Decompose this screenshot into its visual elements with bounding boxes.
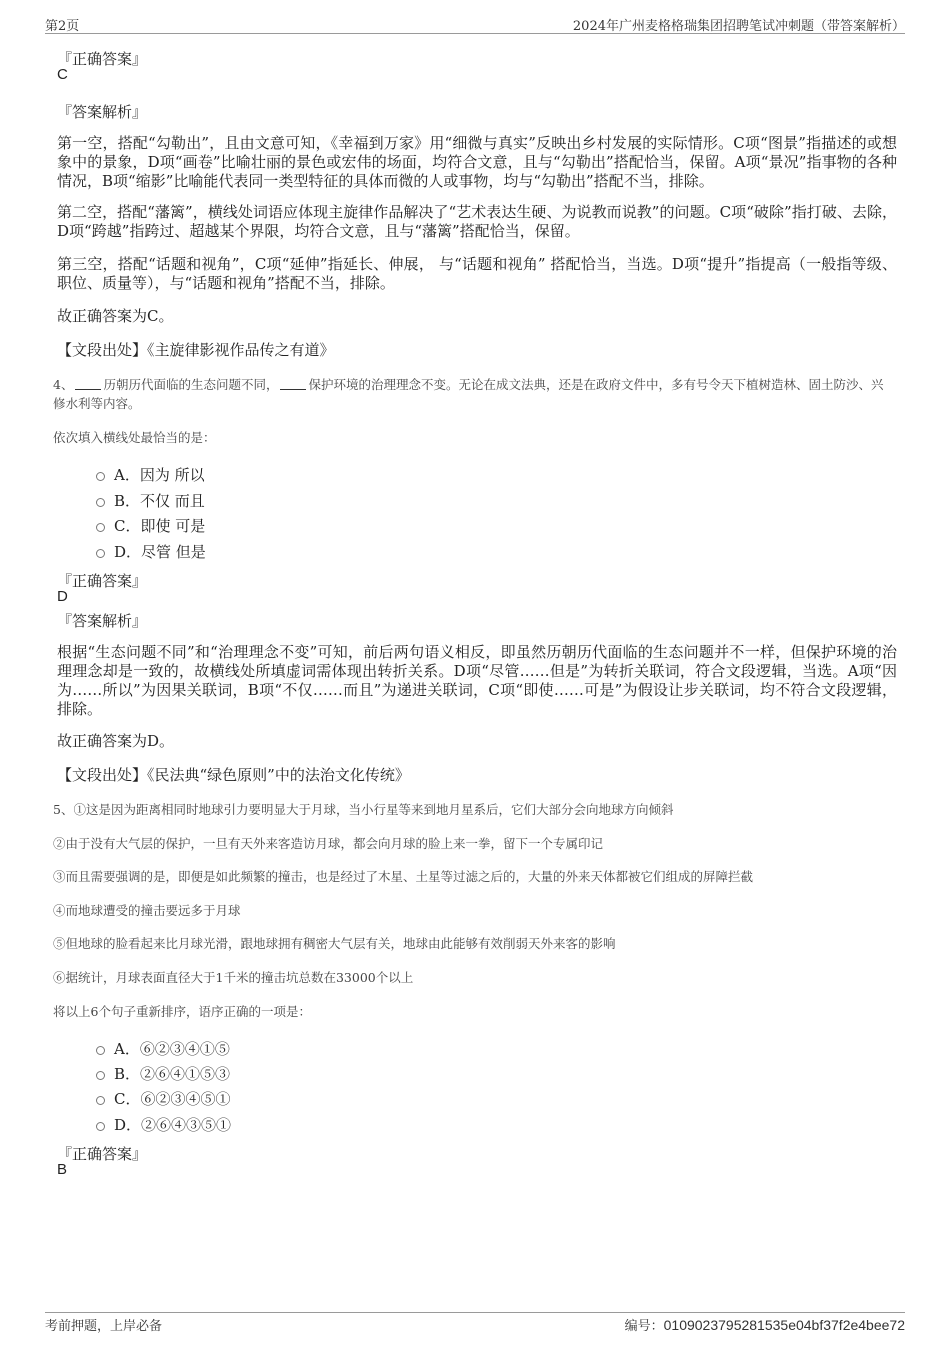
q5-answer-label: 『正确答案』 [57, 1145, 148, 1163]
radio-icon[interactable] [96, 1071, 105, 1080]
q5-sentence-3: ③而且需要强调的是，即便是如此频繁的撞击，也是经过了木星、土星等过滤之后的，大量的外来天体都被它们组成的屏障拦截 [53, 869, 754, 884]
q4-number: 4、 [53, 377, 74, 392]
radio-icon[interactable] [96, 549, 105, 558]
q5-sentence-2: ②由于没有大气层的保护，一旦有天外来客造访月球，都会向月球的脸上来一拳，留下一个专属印记 [53, 836, 604, 851]
q5-option-d[interactable]: D．②⑥④③⑤① [96, 1114, 231, 1134]
radio-icon[interactable] [96, 1096, 105, 1105]
q3-analysis-label: 『答案解析』 [57, 103, 148, 121]
q4-option-b[interactable]: B．不仅 而且 [96, 490, 205, 510]
radio-icon[interactable] [96, 472, 105, 481]
q5-prompt: 将以上6个句子重新排序，语序正确的一项是： [53, 1004, 311, 1019]
q5-sentence-5: ⑤但地球的脸看起来比月球光滑，跟地球拥有稠密大气层有关，地球由此能够有效削弱天外来客的影响 [53, 936, 616, 951]
q4-answer-label: 『正确答案』 [57, 572, 148, 590]
q4-answer: D [57, 588, 68, 605]
footer-slogan: 考前押题，上岸必备 [45, 1319, 163, 1334]
q4-option-d[interactable]: D．尽管 但是 [96, 541, 206, 561]
q4-stem-part-b: 保护环境的治理理念不变。无论在成文法典，还是在政府文件中，多有号令天下植树造林、固土防沙、兴修水利等内容。 [53, 377, 884, 411]
q5-option-b[interactable]: B．②⑥④①⑤③ [96, 1063, 230, 1083]
q4-analysis-label: 『答案解析』 [57, 612, 148, 630]
page-number: 第2页 [45, 19, 80, 34]
q4-blank-2 [280, 378, 306, 390]
q4-option-c[interactable]: C．即使 可是 [96, 515, 205, 535]
q5-sentence-1: 5、①这是因为距离相同时地球引力要明显大于月球，当小行星等来到地月星系后，它们大部分会向地球方向倾斜 [53, 802, 674, 817]
q4-option-a[interactable]: A．因为 所以 [96, 464, 205, 484]
q5-sentence-6: ⑥据统计，月球表面直径大于1千米的撞击坑总数在33000个以上 [53, 970, 414, 985]
q4-prompt: 依次填入横线处最恰当的是： [53, 430, 216, 445]
q3-analysis-p2: 第二空，搭配“藩篱”，横线处词语应体现主旋律作品解决了“艺术表达生硬、为说教而说教”的问题。C项“破除”指打破、去除，D项“跨越”指跨过、超越某个界限，均符合文意，且与“藩篱”搭配恰当，保留。 [57, 203, 897, 240]
radio-icon[interactable] [96, 498, 105, 507]
document-code: 编号：0109023795281535e04bf37f2e4bee72 [624, 1317, 905, 1334]
q4-conclusion: 故正确答案为D。 [57, 732, 175, 750]
q4-source: 【文段出处】《民法典“绿色原则”中的法治文化传统》 [57, 766, 410, 784]
q5-option-c[interactable]: C．⑥②③④⑤① [96, 1088, 231, 1108]
radio-icon[interactable] [96, 1122, 105, 1131]
q4-analysis-p1: 根据“生态问题不同”和“治理理念不变”可知，前后两句语义相反，即虽然历朝历代面临的生态问题并不一样，但保护环境的治理理念却是一致的，故横线处所填虚词需体现出转折关系。D项“尽管……但是”为转折关联词，符合文段逻辑，当选。A项“因为……所以”为因果关联词，B项“不仅……而且”为递进关联词，C项“即使……可是”为假设让步关联词，均不符合文段逻辑，排除。 [57, 643, 897, 718]
q3-answer: C [57, 66, 68, 83]
q3-source: 【文段出处】《主旋律影视作品传之有道》 [57, 341, 335, 359]
q4-blank-1 [75, 378, 101, 390]
q3-analysis-p1: 第一空，搭配“勾勒出”，且由文意可知，《幸福到万家》用“细微与真实”反映出乡村发展的实际情形。C项“图景”指描述的或想象中的景象，D项“画卷”比喻壮丽的景色或宏伟的场面，均符合文意，且与“勾勒出”搭配恰当，保留。A项“景况”指事物的各种情况，B项“缩影”比喻能代表同一类型特征的具体而微的人或事物，均与“勾勒出”搭配不当，排除。 [57, 134, 897, 190]
document-title: 2024年广州麦格格瑞集团招聘笔试冲刺题（带答案解析） [572, 19, 905, 34]
radio-icon[interactable] [96, 523, 105, 532]
q5-option-a[interactable]: A．⑥②③④①⑤ [96, 1038, 230, 1058]
q5-sentence-4: ④而地球遭受的撞击要远多于月球 [53, 903, 241, 918]
q3-analysis-p3: 第三空，搭配“话题和视角”，C项“延伸”指延长、伸展， 与“话题和视角” 搭配恰当，当选。D项“提升”指提高（一般指等级、职位、质量等），与“话题和视角”搭配不当，排除。 [57, 255, 897, 292]
q4-stem [53, 375, 895, 413]
page-footer [45, 1312, 905, 1334]
page-header [45, 14, 905, 34]
q4-stem-part-a: 历朝历代面临的生态问题不同， [103, 377, 279, 392]
q3-answer-label: 『正确答案』 [57, 50, 148, 68]
radio-icon[interactable] [96, 1046, 105, 1055]
q3-conclusion: 故正确答案为C。 [57, 307, 174, 325]
q5-answer: B [57, 1161, 68, 1178]
